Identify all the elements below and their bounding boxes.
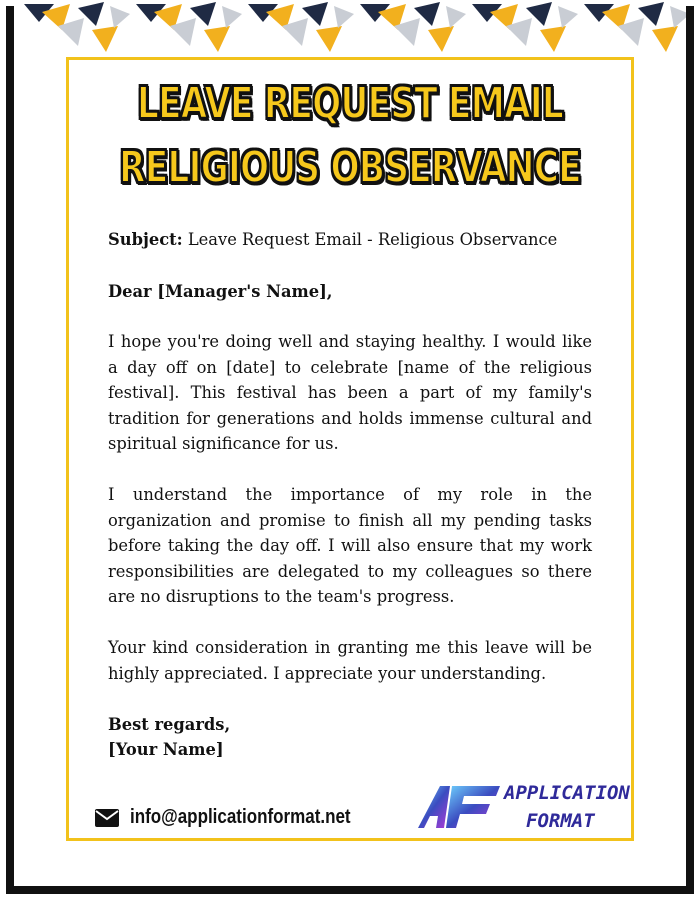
logo-text-format: FORMAT xyxy=(526,810,595,832)
page-title-line-1: LEAVE REQUEST EMAIL xyxy=(137,78,563,129)
logo-text-application: APPLICATION xyxy=(504,782,630,804)
application-format-logo xyxy=(414,778,630,836)
subject-line xyxy=(108,227,592,253)
signature: [Your Name] xyxy=(108,740,224,759)
paragraph-3: Your kind consideration in granting me this leave will be highly appreciated. I appreciate your understanding. xyxy=(108,638,592,683)
greeting: Dear [Manager's Name], xyxy=(108,282,333,301)
footer-email xyxy=(94,806,390,829)
af-logo-icon xyxy=(414,778,504,836)
paragraph-1: I hope you're doing well and staying healthy. I would like a day off on [date] to celebrate [name of the religious festival]. This festival has been a part of my family's tradition for generations and holds immense cultural and spiritual significance for us. xyxy=(108,332,592,453)
subject-text: Leave Request Email - Religious Observance xyxy=(182,230,558,249)
decorative-triangle-pattern xyxy=(14,0,686,60)
envelope-icon xyxy=(94,808,120,828)
closing: Best regards, xyxy=(108,715,231,734)
paragraph-2: I understand the importance of my role in the organization and promise to finish all my pending tasks before taking the day off. I will also ensure that my work responsibilities are delegated to my colleagues so there are no disruptions to the team's progress. xyxy=(108,485,592,606)
email-address[interactable]: info@applicationformat.net xyxy=(130,806,351,828)
page-title-line-2: RELIGIOUS OBSERVANCE xyxy=(119,142,581,193)
subject-label: Subject: xyxy=(108,230,183,249)
